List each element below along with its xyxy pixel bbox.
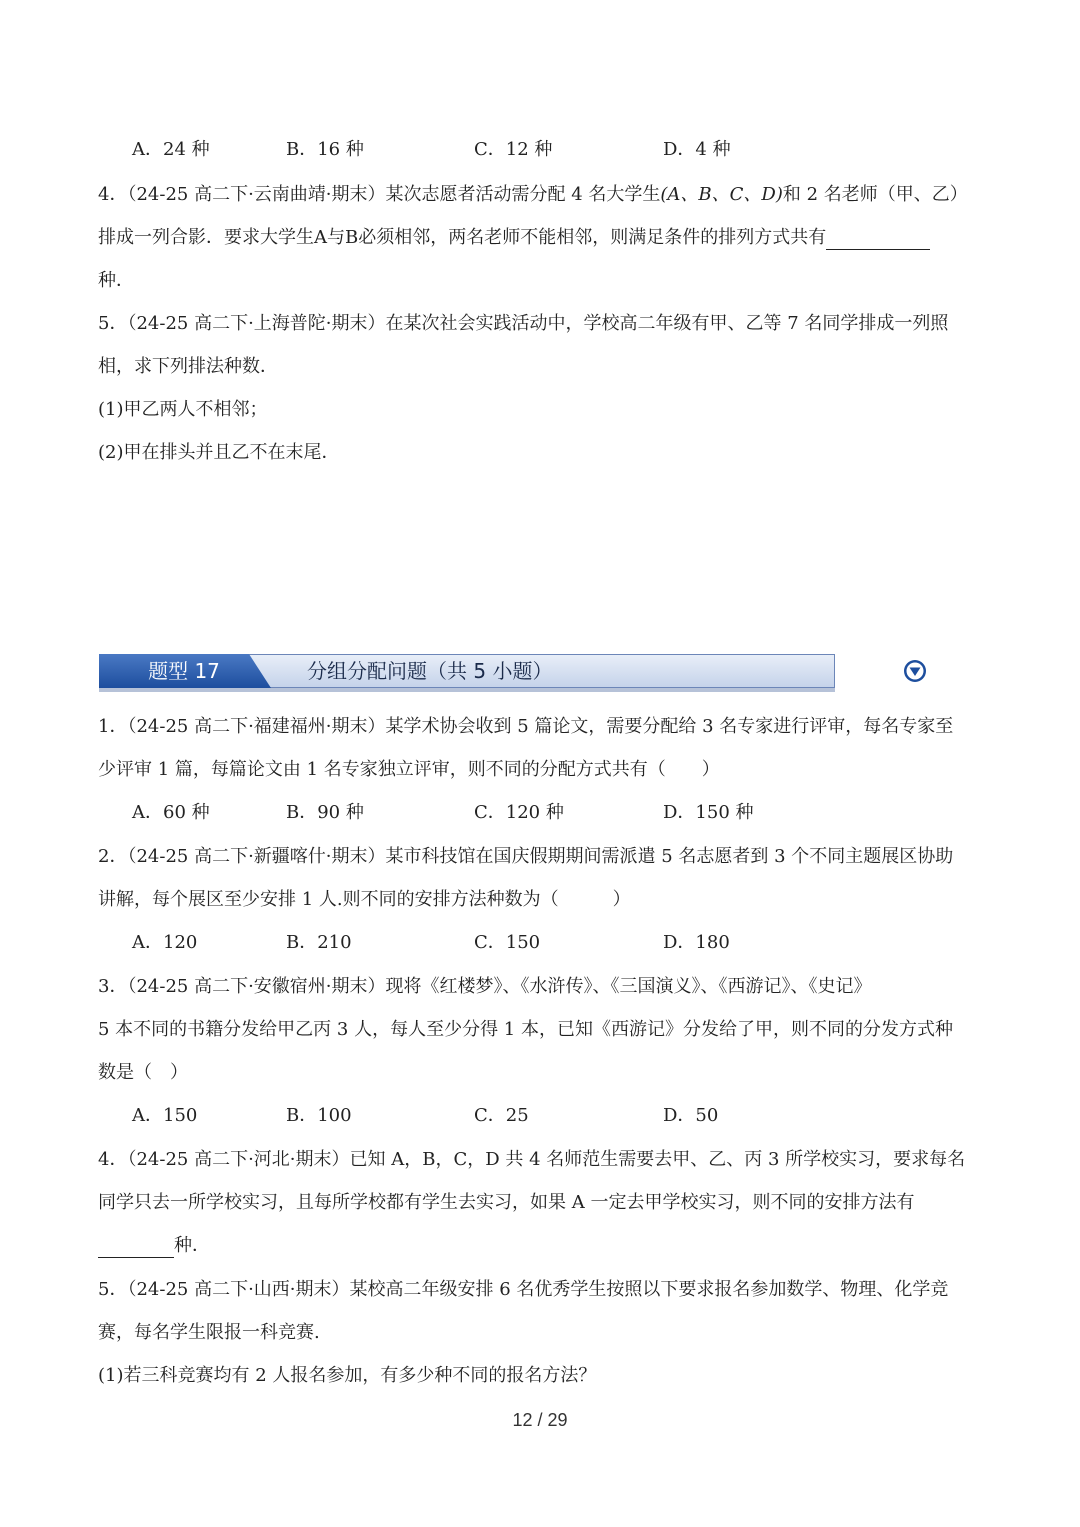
- question-2-line-1: 2．（24-25 高二下·新疆喀什·期末）某市科技馆在国庆假期期间需派遣 5 名志愿者到 3 个不同主题展区协助: [98, 846, 954, 867]
- option-c: C．25: [474, 1105, 529, 1126]
- option-a: A．24 种: [132, 139, 210, 160]
- answer-blank[interactable]: [98, 1237, 174, 1258]
- answer-blank[interactable]: [826, 229, 930, 250]
- option-b: B．100: [286, 1105, 352, 1126]
- question-3-line-3: 数是（ ）: [98, 1062, 188, 1083]
- section-tag: 题型 17: [148, 659, 220, 683]
- option-b: B．90 种: [286, 802, 364, 823]
- option-d: D．50: [663, 1105, 719, 1126]
- math-expression: (A、B、C、D): [660, 184, 783, 205]
- question-5-line-2: 赛，每名学生限报一科竞赛.: [98, 1322, 320, 1343]
- question-1-line-1: 1．（24-25 高二下·福建福州·期末）某学术协会收到 5 篇论文，需要分配给 3 名专家进行评审，每名专家至: [98, 716, 954, 737]
- question-3-line-2: 5 本不同的书籍分发给甲乙丙 3 人，每人至少分得 1 本，已知《西游记》分发给了甲，则不同的分发方式种: [98, 1019, 953, 1040]
- section-title: 分组分配问题（共 5 小题）: [307, 659, 553, 683]
- problem-4-line-1: 4．（24-25 高二下·云南曲靖·期末）某次志愿者活动需分配 4 名大学生(A、B、C、D)和 2 名老师（甲、乙）: [98, 184, 968, 205]
- option-b: B．16 种: [286, 139, 364, 160]
- problem-5-line-1: 5．（24-25 高二下·上海普陀·期末）在某次社会实践活动中，学校高二年级有甲、乙等 7 名同学排成一列照: [98, 313, 949, 334]
- question-4-line-2: 同学只去一所学校实习，且每所学校都有学生去实习，如果 A 一定去甲学校实习，则不同的安排方法有: [98, 1192, 915, 1213]
- option-a: A．120: [132, 932, 198, 953]
- section-banner: [99, 654, 837, 692]
- option-d: D．4 种: [663, 139, 731, 160]
- question-1-line-2: 少评审 1 篇，每篇论文由 1 名专家独立评审，则不同的分配方式共有（ ）: [98, 759, 720, 780]
- question-4-line-3: 种．: [98, 1234, 210, 1258]
- option-c: C．12 种: [474, 139, 553, 160]
- question-5-line-1: 5．（24-25 高二下·山西·期末）某校高二年级安排 6 名优秀学生按照以下要求报名参加数学、物理、化学竞: [98, 1279, 949, 1300]
- option-d: D．150 种: [663, 802, 754, 823]
- problem-5-line-2: 相，求下列排法种数．: [98, 356, 278, 377]
- problem-5-sub-1: (1)甲乙两人不相邻；: [98, 399, 268, 420]
- triangle-down-icon[interactable]: [903, 659, 927, 683]
- problem-4-line-3: 种．: [98, 270, 134, 291]
- option-b: B．210: [286, 932, 352, 953]
- problem-5-sub-2: (2)甲在排头并且乙不在末尾．: [98, 442, 340, 463]
- option-d: D．180: [663, 932, 730, 953]
- page-number: 12 / 29: [512, 1410, 568, 1430]
- question-2-line-2: 讲解，每个展区至少安排 1 人.则不同的安排方法种数为（ ）: [98, 889, 631, 910]
- option-a: A．150: [132, 1105, 198, 1126]
- option-c: C．150: [474, 932, 541, 953]
- question-3-line-1: 3．（24-25 高二下·安徽宿州·期末）现将《红楼梦》、《水浒传》、《三国演义》、《西游记》、《史记》: [98, 976, 872, 997]
- option-a: A．60 种: [132, 802, 210, 823]
- option-c: C．120 种: [474, 802, 564, 823]
- problem-4-line-2: 排成一列合影．要求大学生A与B必须相邻，两名老师不能相邻，则满足条件的排列方式共有: [98, 226, 930, 250]
- question-5-sub-1: (1)若三科竞赛均有 2 人报名参加，有多少种不同的报名方法？: [98, 1365, 597, 1386]
- question-4-line-1: 4．（24-25 高二下·河北·期末）已知 A，B，C，D 共 4 名师范生需要去甲、乙、丙 3 所学校实习，要求每名: [98, 1149, 966, 1170]
